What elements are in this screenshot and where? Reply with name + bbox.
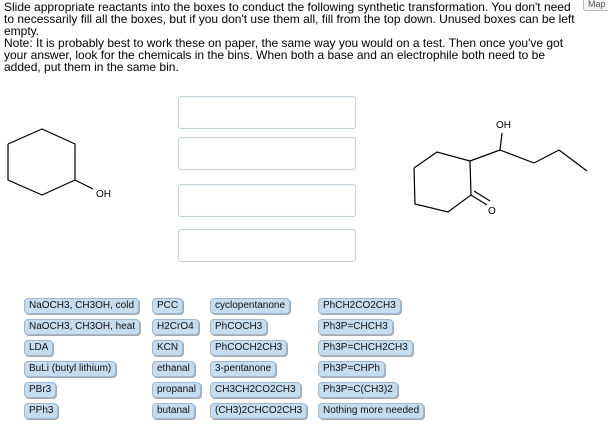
instructions-line: Slide appropriate reactants into the boxes to conduct the following synthetic transformation. You don't need xyxy=(4,0,571,14)
reagent-drop-box-1[interactable] xyxy=(178,96,356,129)
reagent-ylide-chch3[interactable]: Ph3P=CHCH3 xyxy=(318,319,393,335)
product-bonds xyxy=(414,133,587,212)
reagent-ethyl-propanoate-methyl[interactable]: CH3CH2CO2CH3 xyxy=(210,382,301,398)
reagent-cyclopentanone[interactable]: cyclopentanone xyxy=(210,298,290,314)
reagent-pbr3[interactable]: PBr3 xyxy=(24,382,56,398)
reagent-pcc[interactable]: PCC xyxy=(152,298,183,314)
hydroxyl-label: OH xyxy=(96,189,111,200)
instructions-line: added, put them in the same bin. xyxy=(4,60,179,74)
map-tab[interactable]: Map xyxy=(583,0,608,11)
reagent-drop-box-3[interactable] xyxy=(178,184,356,217)
instructions xyxy=(4,1,604,73)
reagent-ylide-chch2ch3[interactable]: Ph3P=CHCH2CH3 xyxy=(318,340,413,356)
reagent-phcoch2ch3[interactable]: PhCOCH2CH3 xyxy=(210,340,287,356)
reagent-ethanal[interactable]: ethanal xyxy=(152,361,195,377)
cyclohexanone-ring xyxy=(414,152,471,212)
cyclohexane-ring xyxy=(8,129,93,195)
reagent-pph3[interactable]: PPh3 xyxy=(24,403,58,419)
reagent-butanal[interactable]: butanal xyxy=(152,403,195,419)
ch2-bond xyxy=(75,180,93,189)
reagent-lda[interactable]: LDA xyxy=(24,340,53,356)
reagent-drop-box-4[interactable] xyxy=(178,229,356,262)
reagent-ylide-cme2[interactable]: Ph3P=C(CH3)2 xyxy=(318,382,398,398)
carbonyl-bond xyxy=(471,195,487,205)
reagent-isobutyrate-methyl[interactable]: (CH3)2CHCO2CH3 xyxy=(210,403,307,419)
reagent-buli[interactable]: BuLi (butyl lithium) xyxy=(24,361,116,377)
reagent-phcoch3[interactable]: PhCOCH3 xyxy=(210,319,267,335)
reagent-h2cro4[interactable]: H2CrO4 xyxy=(152,319,199,335)
carbonyl-oxygen-label: O xyxy=(488,206,496,217)
reagent-phch2co2ch3[interactable]: PhCH2CO2CH3 xyxy=(318,298,401,314)
reagent-naoch3-cold[interactable]: NaOCH3, CH3OH, cold xyxy=(24,298,139,314)
instructions-line: Note: It is probably best to work these on paper, the same way you would on a test. Then once you've got xyxy=(4,36,564,50)
instructions-line: empty. xyxy=(4,24,40,38)
reagent-ylide-chph[interactable]: Ph3P=CHPh xyxy=(318,361,385,377)
instructions-line: to necessarily fill all the boxes, but if you don't use them all, fill from the top down. Unused boxes can be left xyxy=(4,12,575,26)
product-hydroxyl-label: OH xyxy=(496,120,511,131)
reagent-3-pentanone[interactable]: 3-pentanone xyxy=(210,361,276,377)
reagent-naoch3-heat[interactable]: NaOCH3, CH3OH, heat xyxy=(24,319,140,335)
starting-molecule xyxy=(0,120,130,210)
reagent-nothing-more-needed[interactable]: Nothing more needed xyxy=(318,403,424,419)
instructions-line: your answer, look for the chemicals in the bins. When both a base and an electrophile both need to be xyxy=(4,48,546,62)
reagent-kcn[interactable]: KCN xyxy=(152,340,183,356)
reagent-propanal[interactable]: propanal xyxy=(152,382,201,398)
product-molecule xyxy=(405,112,605,222)
reagent-drop-box-2[interactable] xyxy=(178,137,356,170)
